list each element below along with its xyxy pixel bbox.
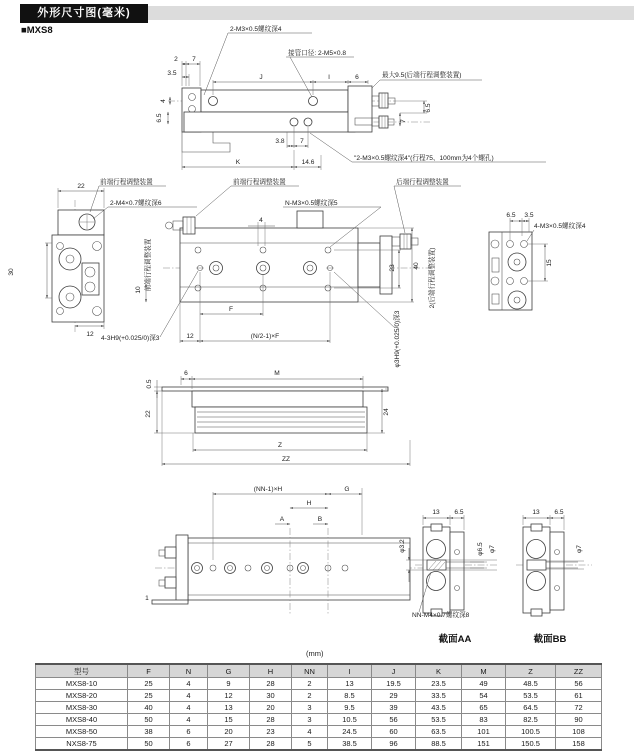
table-cell: 101 — [462, 726, 506, 738]
model-label: ■MXS8 — [21, 25, 53, 36]
dim-65-fr-label: 6.5 — [506, 212, 516, 219]
table-cell: 83 — [462, 714, 506, 726]
table-row — [36, 690, 602, 702]
dim-F-label: F — [228, 306, 234, 313]
view-left-end — [8, 177, 197, 338]
table-cell: 23 — [250, 726, 292, 738]
table-cell: 96 — [372, 738, 416, 751]
dim-7-right-label: 7 — [400, 119, 407, 123]
dim-ZZ-label: ZZ — [281, 456, 291, 463]
aa-note-thread: NN-M4×0.7螺纹深8 — [412, 612, 470, 619]
table-cell: 9 — [208, 678, 250, 690]
dim-65-right-label: 6.5 — [425, 103, 432, 113]
bb-dim-phi7: φ7 — [576, 545, 583, 553]
dim-4-label: 4 — [160, 99, 167, 103]
dim-H-label: H — [306, 500, 312, 507]
table-cell: 88.5 — [416, 738, 462, 751]
col-header: H — [250, 664, 292, 678]
col-header: I — [328, 664, 372, 678]
dim-38-label: 3.8 — [275, 138, 285, 145]
table-cell: 90 — [556, 714, 602, 726]
aa-dim-13: 13 — [432, 509, 440, 516]
table-cell: 82.5 — [506, 714, 556, 726]
unit-note: (mm) — [306, 649, 324, 658]
col-header: F — [128, 664, 170, 678]
aa-dim-phi32: φ3.2 — [399, 539, 406, 553]
dim-24-label: 24 — [383, 408, 390, 416]
dim-35-fr-label: 3.5 — [524, 212, 534, 219]
dim-146-label: 14.6 — [301, 159, 315, 166]
dim-nnh-label: (NN-1)×H — [253, 486, 283, 493]
dim-7-slide-label: 7 — [300, 138, 304, 145]
note-port: 接管口径: 2-M5×0.8 — [288, 50, 347, 57]
table-cell: 151 — [462, 738, 506, 751]
table-row — [36, 738, 602, 751]
dim-35-label: 3.5 — [167, 70, 177, 77]
table-cell: 13 — [328, 678, 372, 690]
table-cell: 3 — [292, 702, 328, 714]
section-aa — [399, 509, 497, 645]
col-header: N — [170, 664, 208, 678]
table-cell: 3 — [292, 714, 328, 726]
table-cell: 43.5 — [416, 702, 462, 714]
table-cell: 27 — [208, 738, 250, 751]
table-cell: 49 — [462, 678, 506, 690]
table-cell: 100.5 — [506, 726, 556, 738]
table-cell: 4 — [170, 702, 208, 714]
table-cell: MXS8-40 — [36, 714, 128, 726]
table-cell: 53.5 — [416, 714, 462, 726]
table-cell: 5 — [292, 738, 328, 751]
dim-6-label: 6 — [355, 74, 359, 81]
title-strip — [146, 6, 634, 20]
table-cell: 40 — [128, 702, 170, 714]
col-header: M — [462, 664, 506, 678]
table-cell: 20 — [208, 726, 250, 738]
dim-B-label: B — [317, 516, 323, 523]
table-cell: 24.5 — [328, 726, 372, 738]
dim-7-label: 7 — [192, 56, 196, 63]
table-cell: MXS8-50 — [36, 726, 128, 738]
table-cell: 20 — [250, 702, 292, 714]
table-cell: 56 — [372, 714, 416, 726]
table-cell: 30 — [250, 690, 292, 702]
table-cell: 108 — [556, 726, 602, 738]
table-cell: 4 — [170, 678, 208, 690]
col-header: NN — [292, 664, 328, 678]
table-row — [36, 726, 602, 738]
dimension-table — [35, 663, 602, 751]
dim-65-left-label: 6.5 — [156, 113, 163, 123]
table-cell: 28 — [250, 714, 292, 726]
table-cell: 13 — [208, 702, 250, 714]
table-cell: 2 — [292, 678, 328, 690]
table-cell: 54 — [462, 690, 506, 702]
table-header-row — [36, 664, 602, 678]
bb-dim-65: 6.5 — [554, 509, 564, 516]
label-front-vert: 前端行程调整装置 — [145, 238, 152, 292]
table-cell: 38.5 — [328, 738, 372, 751]
table-cell: 72 — [556, 702, 602, 714]
aa-dim-phi7: φ7 — [489, 545, 496, 553]
table-cell: 50 — [128, 738, 170, 751]
table-cell: 65 — [462, 702, 506, 714]
table-cell: 25 — [128, 690, 170, 702]
note-rear-adjuster: 后端行程调整装置 — [396, 179, 449, 186]
note-front-adjuster-2: 前端行程调整装置 — [233, 179, 286, 186]
table-cell: 63.5 — [416, 726, 462, 738]
col-header: 型号 — [36, 664, 128, 678]
table-cell: 50 — [128, 714, 170, 726]
dim-2-label: 2 — [174, 56, 178, 63]
table-cell: 29 — [372, 690, 416, 702]
aa-dim-phi65: φ6.5 — [477, 542, 484, 556]
note-thread-top: 2-M3×0.5螺纹深4 — [230, 26, 282, 33]
table-cell: 2 — [292, 690, 328, 702]
note-thread-bottom: "2-M3×0.5螺纹深4"(行程75、100mm为4个螺孔) — [354, 155, 494, 162]
bb-caption: 截面BB — [533, 634, 567, 645]
table-cell: MXS8-30 — [36, 702, 128, 714]
page-title: 外形尺寸图(毫米) — [20, 4, 148, 23]
dim-M-label: M — [274, 370, 280, 377]
col-header: J — [372, 664, 416, 678]
dim-40-label: 40 — [413, 262, 420, 270]
table-cell: 61 — [556, 690, 602, 702]
col-header: G — [208, 664, 250, 678]
dim-4-plan-label: 4 — [259, 217, 263, 224]
dim-J-label: J — [259, 74, 263, 81]
dim-6-profile-label: 6 — [184, 370, 188, 377]
note-front-adjuster-1: 前端行程调整装置 — [100, 179, 153, 186]
table-cell: 10.5 — [328, 714, 372, 726]
dim-I-label: I — [328, 74, 330, 81]
table-cell: MXS8-10 — [36, 678, 128, 690]
aa-dim-65: 6.5 — [454, 509, 464, 516]
note-hole-3h9: 4-3H9(+0.025/0)深3 — [101, 335, 160, 342]
table-cell: 4 — [170, 714, 208, 726]
bb-dim-13: 13 — [532, 509, 540, 516]
note-hole-3h9-vert: φ3H9(+0.025/0)深3 — [394, 310, 401, 368]
dim-10-label: 10 — [135, 286, 142, 294]
table-cell: 48.5 — [506, 678, 556, 690]
table-cell: 39 — [372, 702, 416, 714]
table-row — [36, 714, 602, 726]
table-cell: 4 — [292, 726, 328, 738]
table-cell: 28 — [250, 738, 292, 751]
dim-22-label: 22 — [77, 183, 85, 190]
dim-12-label: 12 — [86, 331, 94, 338]
table-cell: 4 — [170, 690, 208, 702]
dim-Z-label: Z — [277, 442, 283, 449]
table-cell: 23.5 — [416, 678, 462, 690]
table-cell: 38 — [128, 726, 170, 738]
dim-G-label: G — [344, 486, 350, 493]
col-header: ZZ — [556, 664, 602, 678]
label-rear-vert: 2(后端行程调整装置) — [429, 247, 436, 309]
view-side-elevation — [156, 24, 546, 170]
table-cell: 28 — [250, 678, 292, 690]
note-thread-m3: N-M3×0.5螺纹深5 — [285, 200, 338, 207]
dim-23-label: 23 — [389, 264, 396, 272]
dim-15-label: 15 — [546, 259, 553, 267]
section-bb — [516, 509, 592, 645]
note-thread-4m3: 4-M3×0.5螺纹深4 — [534, 223, 586, 230]
dim-30-label: 30 — [8, 268, 15, 276]
view-profile — [145, 370, 410, 466]
aa-caption: 截面AA — [438, 634, 472, 645]
table-cell: MXS8-20 — [36, 690, 128, 702]
table-cell: 8.5 — [328, 690, 372, 702]
table-cell: NXS8-75 — [36, 738, 128, 751]
table-cell: 9.5 — [328, 702, 372, 714]
dim-1-label: 1 — [145, 595, 149, 602]
dim-A-label: A — [279, 516, 285, 523]
note-max: 最大9.5(后端行程调整装置) — [382, 72, 462, 79]
table-cell: 25 — [128, 678, 170, 690]
table-cell: 56 — [556, 678, 602, 690]
table-cell: 33.5 — [416, 690, 462, 702]
table-cell: 60 — [372, 726, 416, 738]
dim-K-label: K — [235, 159, 241, 166]
dim-NF-label: (N/2-1)×F — [250, 333, 280, 340]
dim-05-label: 0.5 — [146, 379, 153, 389]
table-cell: 53.5 — [506, 690, 556, 702]
table-row — [36, 678, 602, 690]
table-cell: 6 — [170, 726, 208, 738]
table-cell: 12 — [208, 690, 250, 702]
dim-12-plan-label: 12 — [186, 333, 194, 340]
view-right-end — [489, 212, 586, 310]
note-thread-m4: 2-M4×0.7螺纹深6 — [110, 200, 162, 207]
table-cell: 64.5 — [506, 702, 556, 714]
col-header: K — [416, 664, 462, 678]
table-cell: 158 — [556, 738, 602, 751]
table-cell: 150.5 — [506, 738, 556, 751]
col-header: Z — [506, 664, 556, 678]
table-row — [36, 702, 602, 714]
table-cell: 19.5 — [372, 678, 416, 690]
view-bottom-plan — [145, 486, 430, 614]
table-cell: 15 — [208, 714, 250, 726]
table-cell: 6 — [170, 738, 208, 751]
dim-22-profile-label: 22 — [145, 410, 152, 418]
